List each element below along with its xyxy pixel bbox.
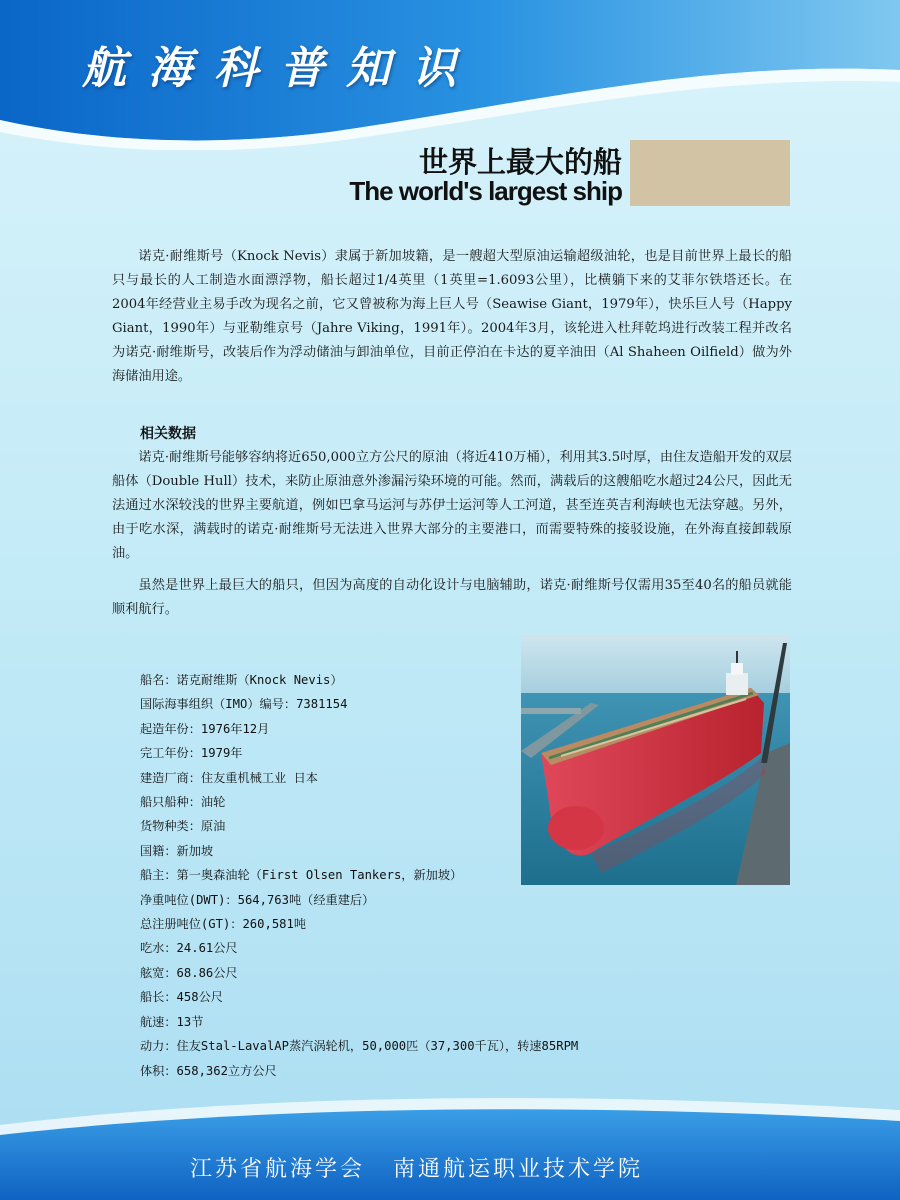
crew-paragraph: 虽然是世界上最巨大的船只，但因为高度的自动化设计与电脑辅助，诺克·耐维斯号仅需用35至40名的船员就能顺利航行。 [112,578,792,617]
spec-row: 船长：458公尺 [140,990,223,1005]
spec-row: 总注册吨位(GT)：260,581吨 [140,917,307,932]
spec-row: 船主：第一奥森油轮（First Olsen Tankers，新加坡） [140,868,463,883]
spec-row: 货物种类：原油 [140,819,226,834]
spec-row: 完工年份：1979年 [140,746,243,761]
title-accent-box [630,140,790,206]
footer-organizations [190,1152,643,1183]
footer-org-society: 江苏省航海学会 [190,1157,366,1182]
article-title-english: The world's largest ship [349,176,622,206]
section-heading: 相关数据 [140,426,196,442]
spec-row: 国籍：新加坡 [140,843,214,858]
ship-specs-list [140,668,578,1083]
spec-row: 吃水：24.61公尺 [140,941,238,956]
spec-row: 船名：诺克耐维斯（Knock Nevis） [140,673,343,687]
spec-row: 动力：住友Stal-LavalAP蒸汽涡轮机，50,000匹（37,300千瓦），转速85RPM [140,1039,579,1054]
spec-row: 净重吨位(DWT)：564,763吨（经重建后） [140,892,375,907]
intro-paragraph: 诺克·耐维斯号（Knock Nevis）隶属于新加坡籍，是一艘超大型原油运输超级油轮，也是目前世界上最长的船只与最长的人工制造水面漂浮物，船长超过1/4英里（1英里=1.6093公里），比横躺下来的艾菲尔铁塔还长。在2004年经营业主易手改为现名之前，它又曾被称为海上巨人号（Seawise Giant，1979年），快乐巨人号（Happy Giant，1990年）与亚勒维京号（Jahre Viking，1991年）。2004年3月，该轮进入杜拜乾坞进行改装工程并改名为诺克·耐维斯号，改装后作为浮动储油与卸油单位，目前正停泊在卡达的夏辛油田（Al Shaheen Oilfield）做为外海储油用途。 [112,249,792,384]
spec-row: 建造厂商：住友重机械工业 日本 [140,770,318,785]
header-title: 航海科普知识 [82,43,478,94]
spec-row: 国际海事组织（IMO）编号：7381154 [140,697,348,712]
spec-row: 起造年份：1976年12月 [140,721,270,736]
spec-row: 船只船种：油轮 [140,795,226,810]
spec-row: 体积：658,362立方公尺 [140,1063,277,1078]
article-title-chinese: 世界上最大的船 [418,145,622,179]
data-paragraph: 诺克·耐维斯号能够容纳将近650,000立方公尺的原油（将近410万桶），利用其3.5吋厚，由住友造船开发的双层船体（Double Hull）技术，来防止原油意外渗漏污染环境的可能。然而，满载后的这艘船吃水超过24公尺，因此无法通过水深较浅的世界主要航道，例如巴拿马运河与苏伊士运河等人工河道，甚至连英吉利海峡也无法穿越。另外，由于吃水深，满载时的诺克·耐维斯号无法进入世界大部分的主要港口，而需要特殊的接驳设施，在外海直接卸载原油。 [112,450,792,561]
footer-org-college: 南通航运职业技术学院 [393,1157,644,1182]
spec-row: 舷宽：68.86公尺 [140,965,238,980]
spec-row: 航速：13节 [140,1014,204,1029]
